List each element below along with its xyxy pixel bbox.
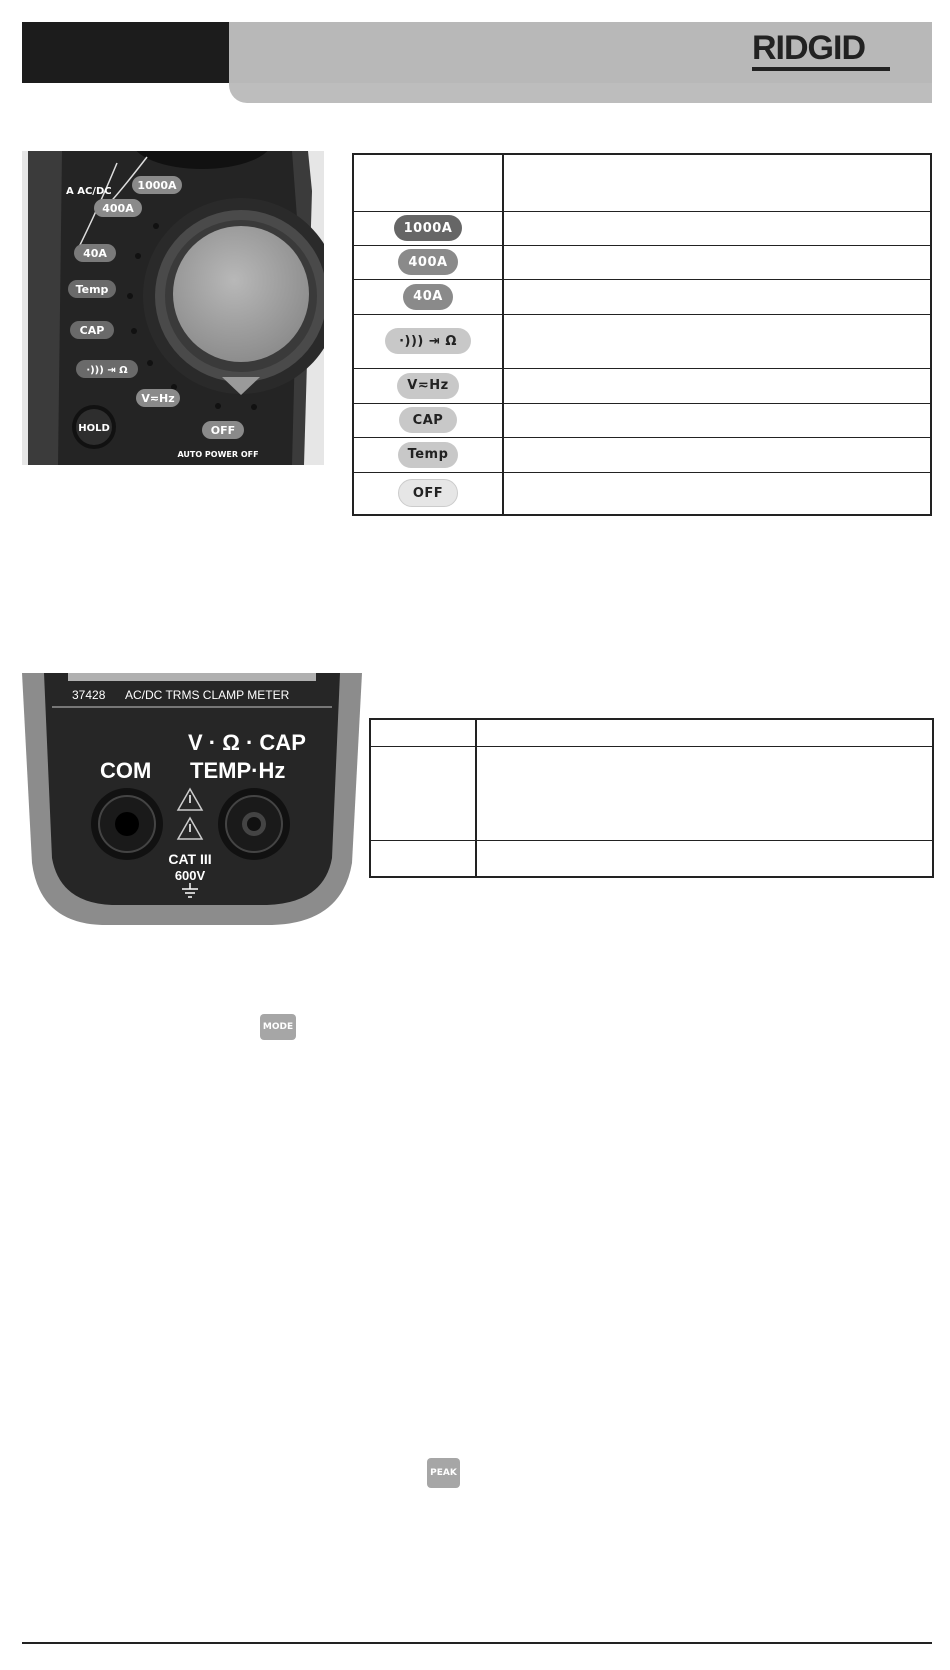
range-400a-badge: 400A <box>398 249 457 275</box>
logo-underline <box>752 67 890 71</box>
table-row-divider <box>371 746 932 747</box>
header-black-block <box>22 22 229 83</box>
dial-vhz-label: V≂Hz <box>141 392 175 405</box>
table-column-divider <box>502 155 504 514</box>
hold-button-label: HOLD <box>78 423 110 434</box>
range-1000a-badge: 1000A <box>394 215 463 241</box>
table-row <box>354 245 502 279</box>
range-40a-badge: 40A <box>403 284 453 310</box>
function-switch-table <box>352 153 932 516</box>
model-number: 37428 <box>72 688 106 702</box>
footer-rule <box>22 1642 932 1644</box>
dial-400a-label: 400A <box>102 202 134 215</box>
function-dial-photo <box>22 151 324 465</box>
com-terminal-label: COM <box>100 758 152 783</box>
table-row <box>354 279 502 314</box>
peak-button-icon: PEAK <box>427 1458 460 1488</box>
dial-ohm-label: ·))) ⇥ Ω <box>86 365 128 376</box>
dial-acdc-label: A AC/DC <box>66 186 112 197</box>
auto-power-off-label: AUTO POWER OFF <box>177 450 259 459</box>
temperature-badge: Temp <box>398 442 459 468</box>
table-row <box>354 211 502 245</box>
volt-ohm-cap-label: V · Ω · CAP <box>188 730 306 755</box>
voltage-rating: 600V <box>174 868 206 883</box>
input-terminals-table <box>369 718 934 878</box>
dial-1000a-label: 1000A <box>137 179 177 192</box>
meter-title: AC/DC TRMS CLAMP METER <box>125 688 290 702</box>
table-row-divider <box>371 840 932 841</box>
table-row <box>354 472 502 514</box>
capacitance-badge: CAP <box>399 407 458 433</box>
table-row <box>354 314 502 368</box>
voltage-hz-badge: V≂Hz <box>397 373 458 399</box>
table-row <box>354 403 502 437</box>
off-badge: OFF <box>398 479 458 507</box>
ridgid-logo <box>752 28 892 74</box>
table-row <box>354 437 502 472</box>
brand-name: RIDGID <box>752 29 865 67</box>
input-terminals-photo <box>22 673 362 928</box>
cat-rating: CAT III <box>168 851 212 867</box>
table-column-divider <box>475 720 477 876</box>
temp-hz-label: TEMP·Hz <box>190 758 286 783</box>
header-tab <box>229 83 932 103</box>
mode-button-icon: MODE <box>260 1014 296 1040</box>
dial-cap-label: CAP <box>79 324 105 337</box>
continuity-diode-ohm-badge: ·))) ⇥ Ω <box>385 328 471 354</box>
dial-40a-label: 40A <box>83 247 107 260</box>
table-row <box>354 368 502 403</box>
dial-off-label: OFF <box>210 424 236 437</box>
dial-temp-label: Temp <box>75 283 109 296</box>
